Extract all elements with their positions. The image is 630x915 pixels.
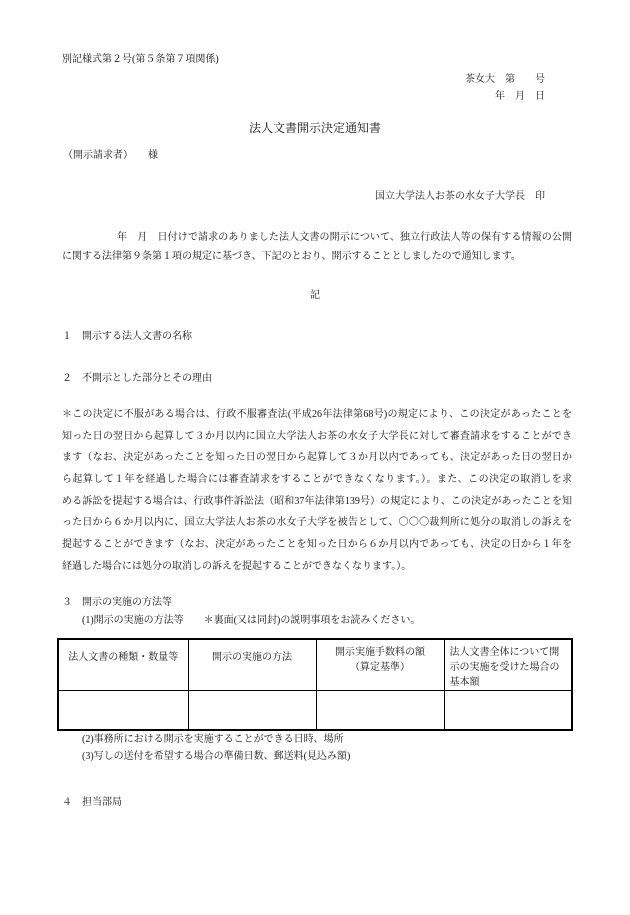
notice-line: 知った日の翌日から起算して３か月以内に国立大学法人お茶の水女子大学長に対して審査請求をすることができ bbox=[62, 430, 572, 442]
cell-method bbox=[188, 691, 316, 730]
cell-fee bbox=[316, 691, 444, 730]
table-row bbox=[58, 691, 572, 730]
cell-base-amount bbox=[444, 691, 572, 730]
recipient: （開示請求者） 様 bbox=[63, 150, 158, 161]
document-number: 茶女大 第 号 bbox=[465, 74, 545, 85]
notice-line: ら起算して１年を経過した場合には審査請求をすることができなくなります。）。また、この決定の取消しを求 bbox=[62, 474, 572, 486]
header-document-type: 法人文書の種類・数量等 bbox=[58, 639, 188, 691]
header-base-amount: 法人文書全体について開示の実施を受けた場合の基本額 bbox=[444, 639, 572, 691]
issuer: 国立大学法人お茶の水女子大学長 印 bbox=[375, 191, 545, 202]
ki-heading: 記 bbox=[310, 290, 320, 301]
notice-line: 経過した場合には処分の取消しの訴えを提起することができなくなります。）。 bbox=[62, 560, 412, 572]
intro-paragraph bbox=[62, 228, 572, 266]
section-4-heading: ４ 担当部局 bbox=[62, 797, 122, 808]
notice-line: った日から６か月以内に、国立大学法人お茶の水女子大学を被告として、〇〇〇裁判所に処分の取消しの訴えを bbox=[62, 517, 572, 529]
header-fee-basis: （算定基準） bbox=[350, 662, 410, 673]
section-3-item-1: (1)開示の実施の方法等 ＊裏面(又は同封)の説明事項をお読みください。 bbox=[82, 615, 421, 626]
intro-line: 年 月 日付けで請求のありました法人文書の開示について、独立行政法人等の保有する情報の公開 bbox=[117, 232, 572, 243]
header-method: 開示の実施の方法 bbox=[188, 639, 316, 691]
notice-line: ＊この決定に不服がある場合は、行政不服審査法(平成26年法律第68号)の規定により、この決定があったことを bbox=[62, 409, 572, 420]
notice-line: ます（なお、決定があったことを知った日の翌日から起算して３か月以内であっても、決定があった日の翌日か bbox=[62, 452, 572, 464]
disclosure-method-table bbox=[57, 638, 573, 731]
header-fee bbox=[316, 639, 444, 691]
section-3-heading: ３ 開示の実施の方法等 bbox=[62, 597, 172, 608]
section-2-heading: ２ 不開示とした部分とその理由 bbox=[62, 373, 212, 384]
appeal-notice bbox=[62, 404, 572, 578]
document-title: 法人文書開示決定通知書 bbox=[248, 121, 381, 135]
issue-date: 年 月 日 bbox=[495, 91, 545, 102]
table-header-row bbox=[58, 639, 572, 691]
section-1-heading: １ 開示する法人文書の名称 bbox=[62, 331, 192, 342]
cell-document-type bbox=[58, 691, 188, 730]
section-3-item-3: (3)写しの送付を希望する場合の準備日数、郵送料(見込み額) bbox=[82, 751, 351, 762]
intro-line: に関する法律第９条第１項の規定に基づき、下記のとおり、開示することとしましたので通知します。 bbox=[62, 251, 521, 262]
notice-line: 提起することができます（なお、決定があったことを知った日から６か月以内であっても、決定の日から１年を bbox=[62, 539, 572, 551]
header-fee-label: 開示実施手数料の額 bbox=[335, 647, 425, 658]
form-number: 別記様式第２号(第５条第７項関係) bbox=[62, 54, 219, 65]
notice-line: める訴訟を提起する場合は、行政事件訴訟法（昭和37年法律第139号）の規定により、この決定があったことを知 bbox=[62, 495, 572, 507]
section-3-item-2: (2)事務所における開示を実施することができる日時、場所 bbox=[82, 734, 344, 745]
